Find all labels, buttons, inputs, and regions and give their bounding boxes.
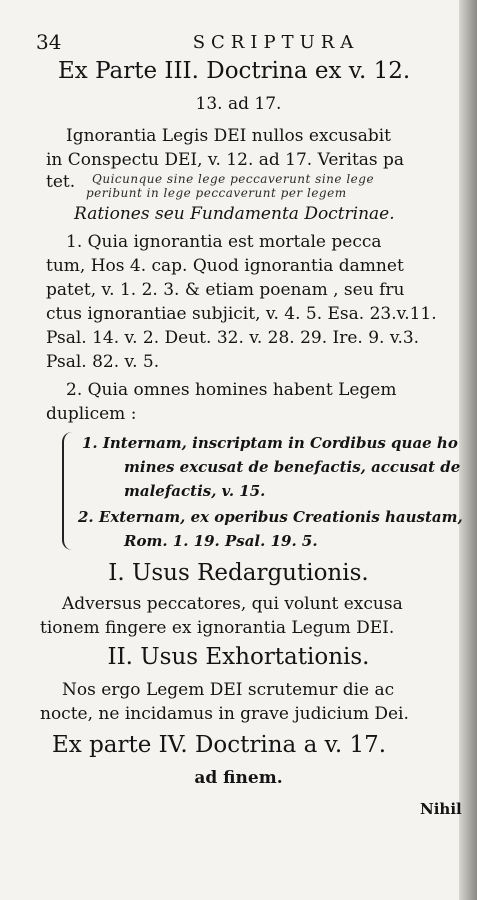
ratio-1-line-4: ctus ignorantiae subjicit, v. 4. 5. Esa. 23.v.11. (46, 304, 437, 324)
usus-2-heading: II. Usus Exhortationis. (107, 644, 370, 670)
rationes-heading: Rationes seu Fundamenta Doctrinae. (74, 204, 395, 224)
handwritten-note-2: peribunt in lege peccaverunt per legem (86, 186, 347, 200)
brace-bracket (62, 432, 78, 550)
ratio-2-line-2: duplicem : (46, 404, 137, 424)
usus-2-line-1: Nos ergo Legem DEI scrutemur die ac (62, 680, 395, 700)
ratio-2-line-1: 2. Quia omnes homines habent Legem (66, 380, 397, 400)
section-heading-part-3: Ex Parte III. Doctrina ex v. 12. (58, 58, 411, 84)
section-heading-part-4: Ex parte IV. Doctrina a v. 17. (52, 732, 387, 758)
lex-interna-line-2: mines excusat de benefactis, accusat de (124, 458, 461, 476)
usus-1-line-2: tionem fingere ex ignorantia Legum DEI. (40, 618, 395, 638)
lex-externa-line-2: Rom. 1. 19. Psal. 19. 5. (124, 532, 318, 550)
usus-1-line-1: Adversus peccatores, qui volunt excusa (62, 594, 403, 614)
ratio-1-line-5: Psal. 14. v. 2. Deut. 32. v. 28. 29. Ire. 9. v.3. (46, 328, 420, 348)
usus-2-line-2: nocte, ne incidamus in grave judicium Dei. (40, 704, 409, 724)
ratio-1-line-3: patet, v. 1. 2. 3. & etiam poenam , seu fru (46, 280, 405, 300)
section-heading-part-3-cont: 13. ad 17. (195, 94, 282, 114)
ratio-1-line-6: Psal. 82. v. 5. (46, 352, 160, 372)
page-number: 34 (36, 30, 62, 54)
ratio-1-line-1: 1. Quia ignorantia est mortale pecca (66, 232, 382, 252)
page-edge (459, 0, 477, 900)
catchword: Nihil (420, 800, 462, 818)
doctrine-line-3: tet. (46, 172, 76, 192)
doctrine-line-1: Ignorantia Legis DEI nullos excusabit (66, 126, 392, 146)
lex-externa-line-1: 2. Externam, ex operibus Creationis haustam, (78, 508, 463, 526)
usus-1-heading: I. Usus Redargutionis. (108, 560, 369, 586)
lex-interna-line-1: 1. Internam, inscriptam in Cordibus quae ho (82, 434, 458, 452)
doctrine-line-2: in Conspectu DEI, v. 12. ad 17. Veritas pa (46, 150, 405, 170)
ratio-1-line-2: tum, Hos 4. cap. Quod ignorantia damnet (46, 256, 404, 276)
section-heading-part-4-cont: ad finem. (194, 768, 283, 788)
handwritten-note-1: Quicunque sine lege peccaverunt sine lege (92, 172, 375, 186)
running-title: SCRIPTURA (192, 32, 360, 53)
lex-interna-line-3: malefactis, v. 15. (124, 482, 266, 500)
page-header (36, 30, 456, 52)
